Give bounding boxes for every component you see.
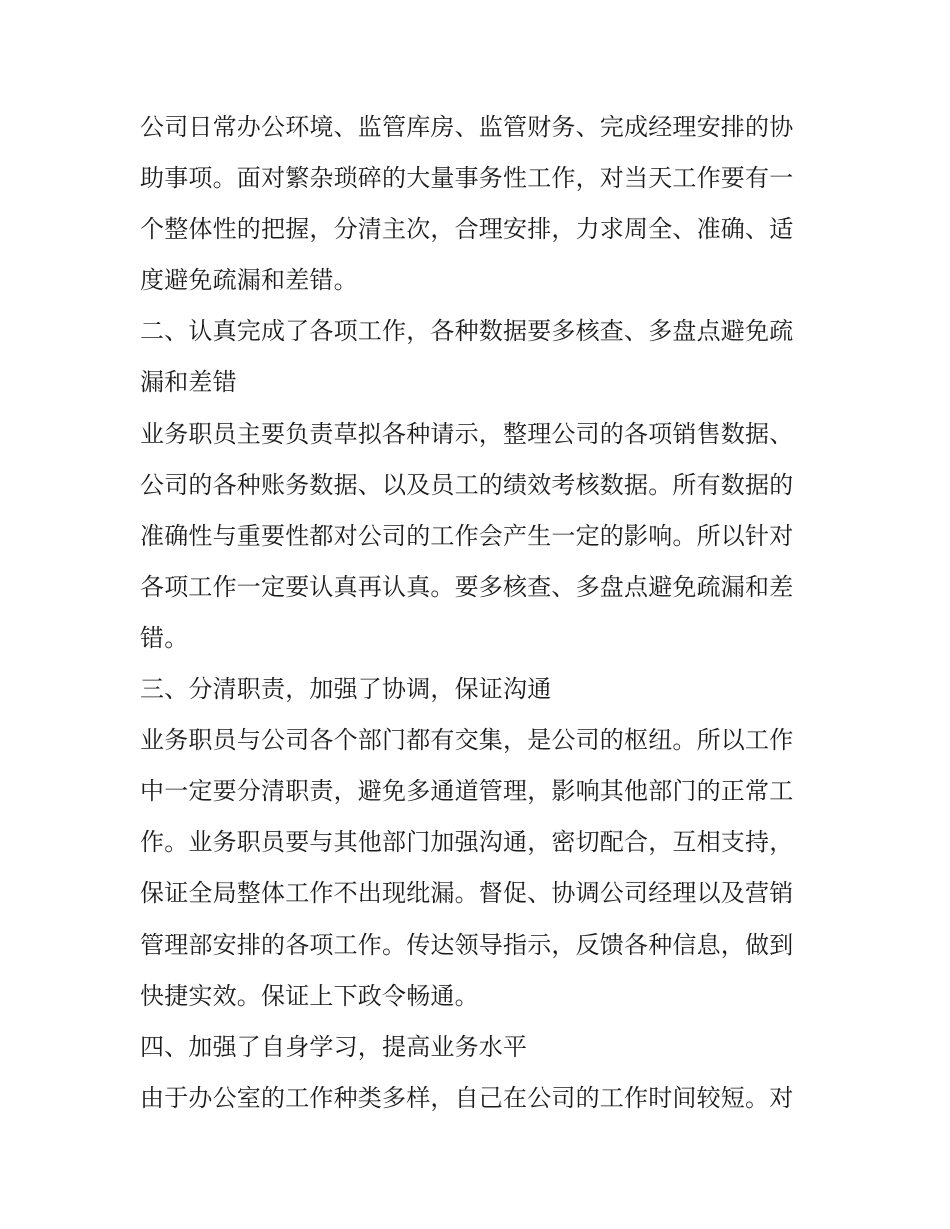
text-line: 作。业务职员要与其他部门加强沟通，密切配合，互相支持， xyxy=(140,828,794,857)
text-line: 个整体性的把握，分清主次，合理安排，力求周全、准确、适 xyxy=(140,215,794,244)
document-body xyxy=(140,102,812,1124)
body-paragraph xyxy=(140,1073,812,1124)
text-line: 业务职员主要负责草拟各种请示，整理公司的各项销售数据、 xyxy=(140,419,794,448)
section-heading-3 xyxy=(140,664,812,715)
text-line: 准确性与重要性都对公司的工作会产生一定的影响。所以针对 xyxy=(140,521,794,550)
text-line: 二、认真完成了各项工作，各种数据要多核查、多盘点避免疏 xyxy=(140,317,794,346)
body-paragraph xyxy=(140,409,812,664)
body-paragraph xyxy=(140,715,812,1022)
text-line: 漏和差错 xyxy=(140,368,237,397)
text-line: 中一定要分清职责，避免多通道管理，影响其他部门的正常工 xyxy=(140,777,794,806)
text-line: 助事项。面对繁杂琐碎的大量事务性工作，对当天工作要有一 xyxy=(140,164,794,193)
body-paragraph xyxy=(140,102,812,306)
text-line: 由于办公室的工作种类多样，自己在公司的工作时间较短。对 xyxy=(140,1083,794,1112)
text-line: 保证全局整体工作不出现纰漏。督促、协调公司经理以及营销 xyxy=(140,879,794,908)
text-line: 公司日常办公环境、监管库房、监管财务、完成经理安排的协 xyxy=(140,113,794,141)
text-line: 管理部安排的各项工作。传达领导指示，反馈各种信息，做到 xyxy=(140,930,794,959)
text-line: 度避免疏漏和差错。 xyxy=(140,266,358,295)
text-line: 错。 xyxy=(140,623,189,652)
text-line: 业务职员与公司各个部门都有交集，是公司的枢纽。所以工作 xyxy=(140,726,794,755)
text-line: 快捷实效。保证上下政令畅通。 xyxy=(140,981,479,1010)
text-line: 各项工作一定要认真再认真。要多核查、多盘点避免疏漏和差 xyxy=(140,572,794,601)
text-line: 四、加强了自身学习，提高业务水平 xyxy=(140,1032,528,1061)
section-heading-2 xyxy=(140,306,812,408)
text-line: 三、分清职责，加强了协调，保证沟通 xyxy=(140,675,552,704)
section-heading-4 xyxy=(140,1022,812,1073)
text-line: 公司的各种账务数据、以及员工的绩效考核数据。所有数据的 xyxy=(140,470,794,499)
